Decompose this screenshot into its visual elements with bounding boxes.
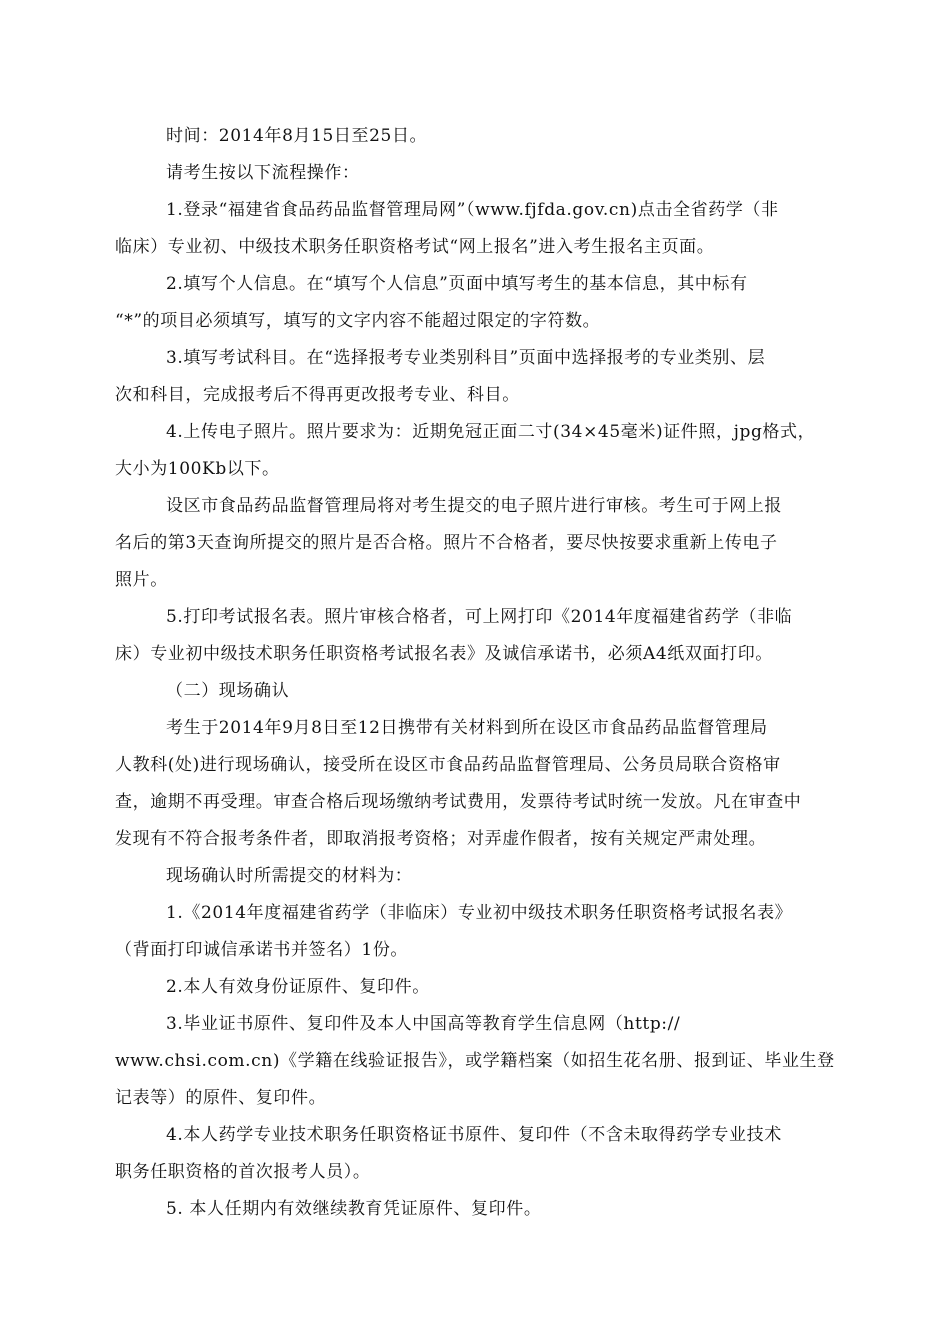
paragraph-line: 照片。 — [115, 570, 168, 590]
paragraph-line: 请考生按以下流程操作： — [166, 163, 360, 183]
paragraph-line: 次和科目，完成报考后不得再更改报考专业、科目。 — [115, 385, 520, 405]
paragraph-line: 3.毕业证书原件、复印件及本人中国高等教育学生信息网（http:// — [166, 1014, 681, 1034]
paragraph-line: 5. 本人任期内有效继续教育凭证原件、复印件。 — [166, 1199, 542, 1219]
paragraph-line: 2.本人有效身份证原件、复印件。 — [166, 977, 430, 997]
paragraph-line: 床）专业初中级技术职务任职资格考试报名表》及诚信承诺书，必须A4纸双面打印。 — [115, 644, 773, 664]
paragraph-line: www.chsi.com.cn)《学籍在线验证报告》，或学籍档案（如招生花名册、报到证、毕业生登 — [115, 1051, 835, 1071]
paragraph-line: 名后的第3天查询所提交的照片是否合格。照片不合格者，要尽快按要求重新上传电子 — [115, 533, 778, 553]
paragraph-line: 设区市食品药品监督管理局将对考生提交的电子照片进行审核。考生可于网上报 — [166, 496, 782, 516]
section-heading: （二）现场确认 — [166, 681, 290, 701]
paragraph-line: 考生于2014年9月8日至12日携带有关材料到所在设区市食品药品监督管理局 — [166, 718, 768, 738]
paragraph-line: 现场确认时所需提交的材料为： — [166, 866, 413, 886]
paragraph-line: 查，逾期不再受理。审查合格后现场缴纳考试费用，发票待考试时统一发放。凡在审查中 — [115, 792, 802, 812]
paragraph-line: 2.填写个人信息。在“填写个人信息”页面中填写考生的基本信息，其中标有 — [166, 274, 748, 294]
paragraph-line: 人教科(处)进行现场确认，接受所在设区市食品药品监督管理局、公务员局联合资格审 — [115, 755, 781, 775]
paragraph-line: 5.打印考试报名表。照片审核合格者，可上网打印《2014年度福建省药学（非临 — [166, 607, 793, 627]
paragraph-line: （背面打印诚信承诺书并签名）1份。 — [115, 940, 409, 960]
paragraph-line: 4.本人药学专业技术职务任职资格证书原件、复印件（不含未取得药学专业技术 — [166, 1125, 782, 1145]
paragraph-line: 记表等）的原件、复印件。 — [115, 1088, 327, 1108]
paragraph-line: “*”的项目必须填写，填写的文字内容不能超过限定的字符数。 — [115, 311, 601, 331]
paragraph-line: 4.上传电子照片。照片要求为：近期免冠正面二寸(34×45毫米)证件照，jpg格式， — [166, 422, 816, 442]
paragraph-line: 职务任职资格的首次报考人员）。 — [115, 1162, 371, 1182]
paragraph-line: 1.《2014年度福建省药学（非临床）专业初中级技术职务任职资格考试报名表》 — [166, 903, 793, 923]
paragraph-line: 大小为100Kb以下。 — [115, 459, 280, 479]
paragraph-line: 3.填写考试科目。在“选择报考专业类别科目”页面中选择报考的专业类别、层 — [166, 348, 766, 368]
paragraph-line: 发现有不符合报考条件者，即取消报考资格；对弄虚作假者，按有关规定严肃处理。 — [115, 829, 767, 849]
paragraph-line: 1.登录“福建省食品药品监督管理局网”（www.fjfda.gov.cn)点击全省药学（非 — [166, 200, 779, 220]
paragraph-line: 时间：2014年8月15日至25日。 — [166, 126, 428, 146]
paragraph-line: 临床）专业初、中级技术职务任职资格考试“网上报名”进入考生报名主页面。 — [115, 237, 715, 257]
